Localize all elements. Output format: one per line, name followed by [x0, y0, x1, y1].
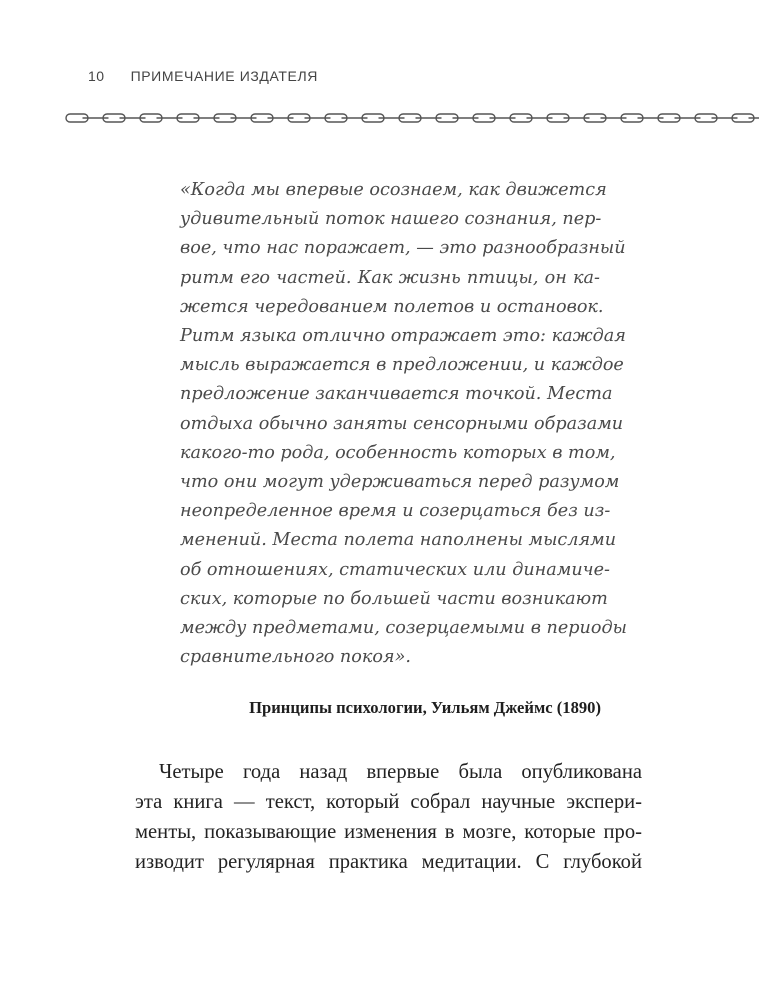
epigraph-line: отдыха обычно заняты сенсорными образами — [180, 413, 624, 434]
epigraph-line: ских, которые по большей части возникают — [180, 588, 608, 609]
chain-divider — [0, 108, 759, 128]
body-line: Четыре года назад впервые была опубликована — [159, 761, 642, 783]
section-title: ПРИМЕЧАНИЕ ИЗДАТЕЛЯ — [130, 68, 318, 84]
body-line: менты, показывающие изменения в мозге, которые про- — [135, 821, 642, 843]
epigraph-line: «Когда мы впервые осознаем, как движется — [180, 180, 607, 200]
body-line: эта книга — текст, который собрал научные экспери- — [135, 791, 642, 813]
epigraph-line: удивительный поток нашего сознания, пер- — [180, 209, 602, 230]
epigraph-line: вое, что нас поражает, — это разнообразный — [180, 238, 626, 259]
epigraph-line: ритм его частей. Как жизнь птицы, он ка- — [180, 267, 600, 288]
epigraph-attribution: Принципы психологии, Уильям Джеймс (1890) — [249, 698, 601, 717]
body-paragraph — [135, 757, 642, 877]
epigraph-line: какого-то рода, особенность которых в том, — [180, 442, 616, 463]
epigraph-line: об отношениях, статических или динамиче- — [180, 559, 610, 580]
epigraph-line: между предметами, созерцаемыми в периоды — [180, 618, 627, 639]
epigraph-line: неопределенное время и созерцаться без из- — [180, 501, 611, 522]
epigraph-line: предложение заканчивается точкой. Места — [180, 384, 613, 405]
epigraph-line-last: сравнительного покоя». — [180, 647, 411, 668]
epigraph-line: жется чередованием полетов и остановок. — [180, 296, 604, 317]
page-number: 10 — [88, 68, 105, 84]
epigraph-line: мысль выражается в предложении, и каждое — [180, 355, 624, 376]
epigraph-line: что они могут удерживаться перед разумом — [180, 472, 620, 493]
epigraph-quote — [180, 176, 627, 672]
epigraph-line: менений. Места полета наполнены мыслями — [180, 530, 617, 551]
epigraph-line: Ритм языка отлично отражает это: каждая — [180, 326, 626, 347]
body-line: изводит регулярная практика медитации. С глубокой — [135, 851, 642, 873]
running-head — [88, 68, 318, 84]
